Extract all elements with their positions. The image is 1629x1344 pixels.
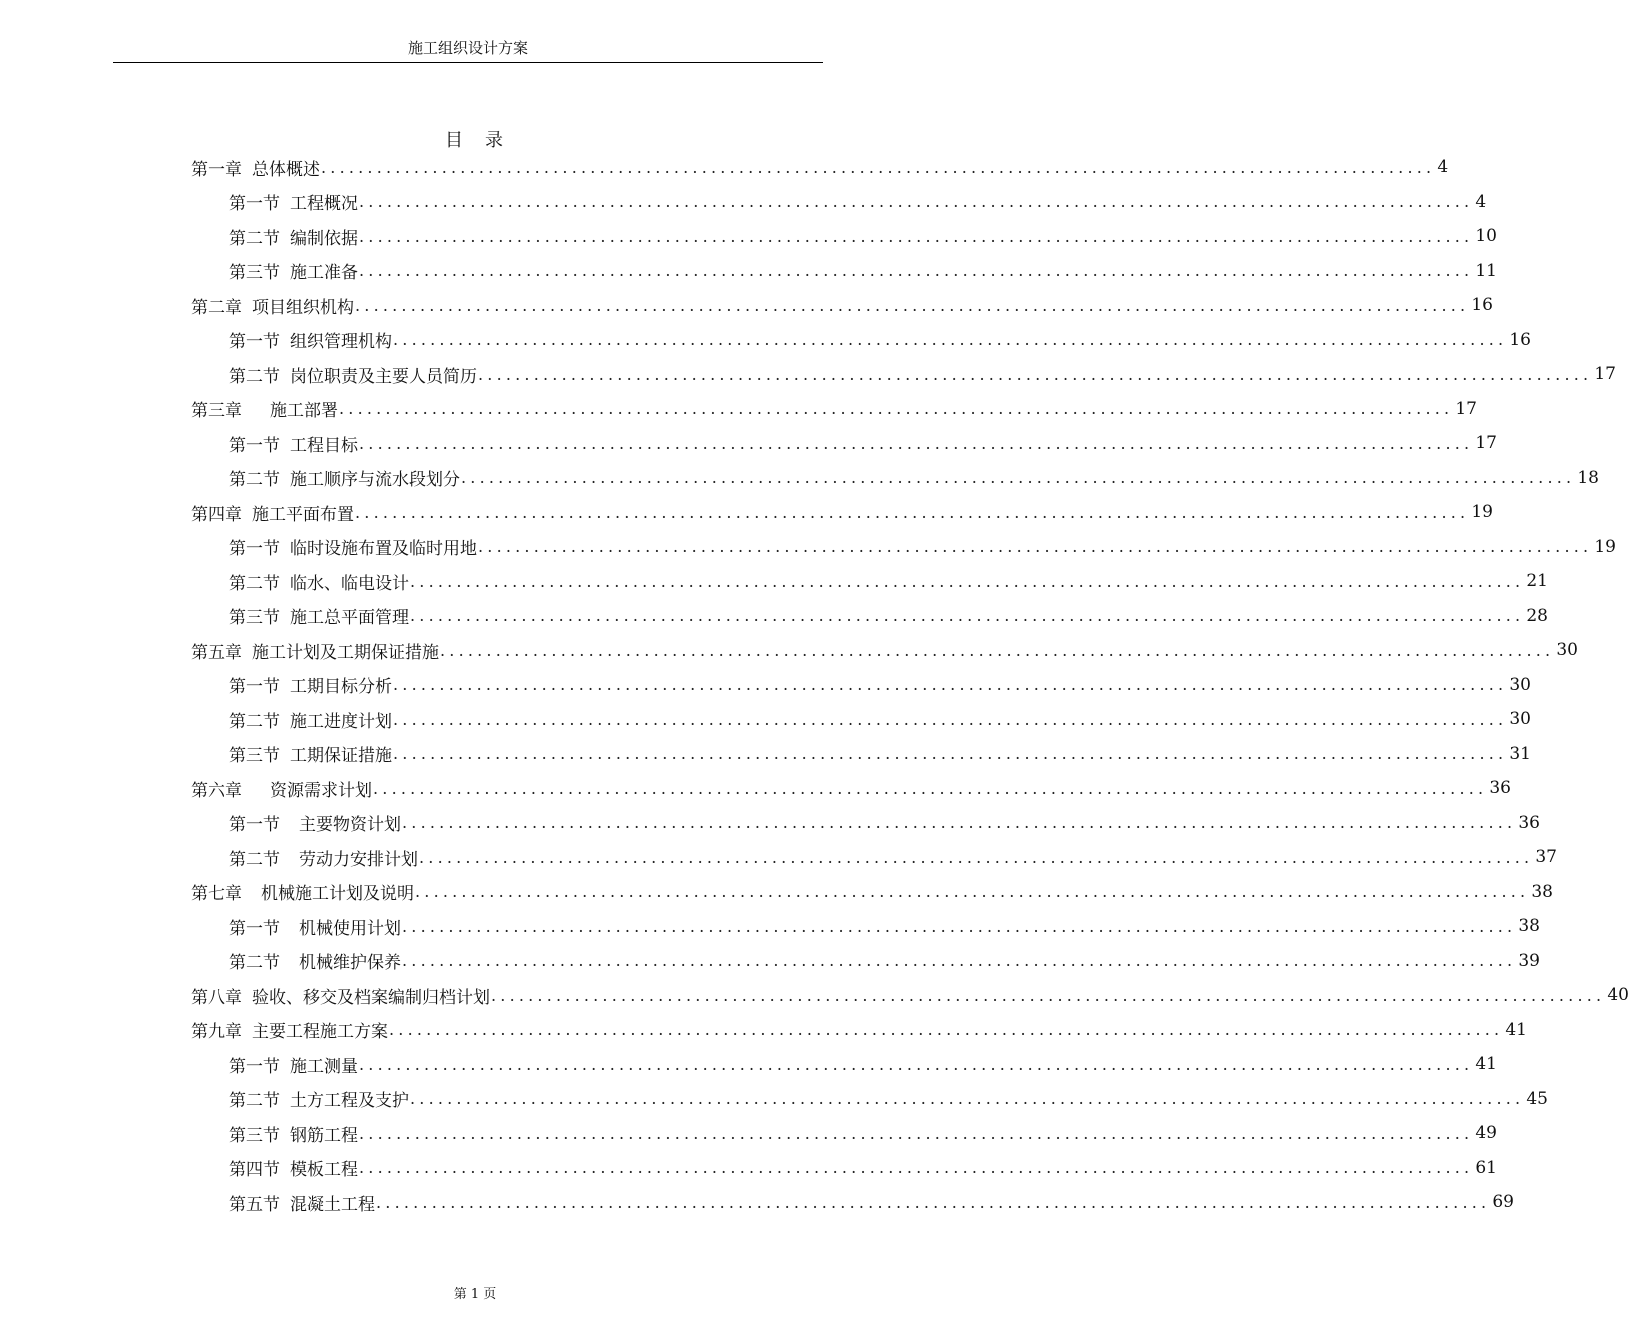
toc-entry-title: 岗位职责及主要人员简历: [290, 366, 477, 387]
toc-entry-page: 36: [1489, 778, 1511, 798]
toc-entry-label: 第一节: [229, 194, 280, 214]
toc-section-entry[interactable]: [229, 254, 1497, 288]
toc-entry-label: 第一节: [229, 539, 280, 559]
toc-leader-dots: ........................................................................................................................: [440, 640, 1555, 660]
toc-leader-dots: ........................................................................................................................: [393, 709, 1508, 729]
toc-leader-dots: ........................................................................................................................: [393, 675, 1508, 694]
toc-entry-title: 资源需求计划: [270, 780, 372, 801]
toc-entry-title: 机械维护保养: [299, 953, 401, 973]
toc-entry-title: 验收、移交及档案编制归档计划: [252, 987, 490, 1008]
toc-section-entry[interactable]: [229, 323, 1531, 357]
toc-entry-title: 临水、临电设计: [290, 573, 409, 594]
toc-chapter-entry[interactable]: [191, 633, 1578, 667]
toc-entry-page: 19: [1471, 502, 1493, 522]
toc-section-entry[interactable]: [229, 737, 1531, 771]
toc-leader-dots: ........................................................................................................................: [419, 847, 1534, 867]
toc-entry-label: 第三节: [229, 608, 280, 628]
toc-entry-title: 临时设施布置及临时用地: [290, 539, 477, 559]
toc-leader-dots: ........................................................................................................................: [359, 261, 1474, 280]
toc-entry-title: 机械使用计划: [299, 918, 401, 939]
toc-entry-label: 第一节: [229, 677, 280, 697]
toc-entry-label: 第六章: [191, 780, 242, 801]
toc-entry-label: 第五章: [191, 642, 242, 663]
toc-leader-dots: ........................................................................................................................: [491, 985, 1606, 1005]
toc-entry-label: 第一章: [191, 159, 242, 180]
toc-chapter-entry[interactable]: [191, 288, 1493, 322]
toc-entry-title: 项目组织机构: [252, 297, 354, 318]
toc-entry-title: 机械施工计划及说明: [261, 884, 414, 904]
toc-entry-title: 钢筋工程: [290, 1125, 358, 1146]
toc-section-entry[interactable]: [229, 219, 1497, 253]
toc-entry-title: 施工总平面管理: [290, 608, 409, 628]
toc-entry-page: 17: [1475, 433, 1497, 453]
toc-entry-title: 总体概述: [252, 159, 320, 180]
toc-entry-label: 第四章: [191, 504, 242, 525]
toc-entry-page: 17: [1455, 398, 1477, 419]
toc-leader-dots: ........................................................................................................................: [359, 226, 1474, 246]
toc-entry-title: 施工进度计划: [290, 711, 392, 732]
toc-leader-dots: ........................................................................................................................: [415, 882, 1530, 901]
toc-leader-dots: ........................................................................................................................: [359, 192, 1474, 211]
toc-entry-page: 4: [1475, 191, 1487, 212]
toc-chapter-entry[interactable]: [191, 150, 1449, 184]
toc-leader-dots: ........................................................................................................................: [402, 951, 1517, 970]
toc-leader-dots: ........................................................................................................................: [410, 1089, 1525, 1108]
toc-leader-dots: ........................................................................................................................: [402, 813, 1517, 832]
toc-entry-title: 工程目标: [290, 435, 358, 456]
toc-section-entry[interactable]: [229, 1185, 1514, 1219]
toc-entry-page: 17: [1594, 364, 1616, 384]
toc-leader-dots: ........................................................................................................................: [402, 916, 1517, 936]
toc-entry-label: 第二节: [229, 573, 280, 594]
toc-chapter-entry[interactable]: [191, 1013, 1527, 1047]
toc-leader-dots: ........................................................................................................................: [478, 537, 1593, 556]
toc-entry-label: 第一节: [229, 332, 280, 352]
toc-leader-dots: ........................................................................................................................: [355, 295, 1470, 315]
toc-section-entry[interactable]: [229, 1116, 1497, 1150]
toc-entry-label: 第二节: [229, 711, 280, 732]
toc-entry-page: 10: [1475, 226, 1497, 246]
toc-section-entry[interactable]: [229, 426, 1497, 460]
toc-leader-dots: ........................................................................................................................: [355, 502, 1470, 522]
toc-leader-dots: ........................................................................................................................: [359, 1123, 1474, 1143]
toc-chapter-entry[interactable]: [191, 978, 1629, 1012]
toc-leader-dots: ........................................................................................................................: [359, 1158, 1474, 1177]
toc-section-entry[interactable]: [229, 530, 1616, 564]
toc-entry-label: 第一节: [229, 918, 280, 939]
toc-entry-page: 30: [1509, 674, 1531, 695]
toc-entry-label: 第三章: [191, 401, 242, 421]
toc-section-entry[interactable]: [229, 944, 1540, 978]
toc-section-entry[interactable]: [229, 909, 1540, 943]
toc-leader-dots: ........................................................................................................................: [393, 330, 1508, 349]
toc-entry-title: 施工准备: [290, 263, 358, 283]
toc-leader-dots: ........................................................................................................................: [376, 1192, 1491, 1212]
toc-chapter-entry[interactable]: [191, 875, 1553, 909]
toc-leader-dots: ........................................................................................................................: [410, 571, 1525, 591]
toc-entry-label: 第二节: [229, 228, 280, 249]
toc-entry-title: 组织管理机构: [290, 332, 392, 352]
toc-entry-label: 第三节: [229, 746, 280, 766]
toc-entry-title: 编制依据: [290, 228, 358, 249]
toc-entry-page: 38: [1531, 881, 1553, 902]
toc-entry-page: 28: [1526, 605, 1548, 626]
toc-entry-title: 工程概况: [290, 194, 358, 214]
toc-chapter-entry[interactable]: [191, 495, 1493, 529]
toc-leader-dots: ........................................................................................................................: [389, 1020, 1504, 1039]
toc-chapter-entry[interactable]: [191, 392, 1477, 426]
toc-section-entry[interactable]: [229, 1082, 1548, 1116]
toc-entry-page: 39: [1518, 950, 1540, 971]
toc-leader-dots: ........................................................................................................................: [359, 433, 1474, 453]
toc-section-entry[interactable]: [229, 806, 1540, 840]
toc-leader-dots: ........................................................................................................................: [359, 1054, 1474, 1074]
toc-entry-label: 第七章: [191, 884, 242, 904]
toc-entry-label: 第一节: [229, 1056, 280, 1077]
toc-entry-label: 第二节: [229, 470, 280, 490]
toc-entry-page: 30: [1509, 709, 1531, 729]
toc-entry-title: 土方工程及支护: [290, 1091, 409, 1111]
toc-section-entry[interactable]: [229, 185, 1487, 219]
toc-leader-dots: ........................................................................................................................: [393, 744, 1508, 763]
toc-entry-label: 第八章: [191, 987, 242, 1008]
toc-entry-label: 第一节: [229, 815, 280, 835]
toc-leader-dots: ........................................................................................................................: [373, 778, 1488, 798]
toc-section-entry[interactable]: [229, 1047, 1497, 1081]
toc-entry-page: 4: [1437, 157, 1449, 177]
toc-section-entry[interactable]: [229, 668, 1531, 702]
toc-entry-label: 第二节: [229, 366, 280, 387]
toc-entry-label: 第二节: [229, 1091, 280, 1111]
toc-entry-page: 61: [1475, 1157, 1497, 1178]
page-header: 施工组织设计方案: [407, 39, 528, 57]
toc-leader-dots: ........................................................................................................................: [478, 364, 1593, 384]
toc-entry-title: 主要物资计划: [299, 815, 401, 835]
toc-chapter-entry[interactable]: [191, 771, 1511, 805]
toc-entry-page: 16: [1509, 329, 1531, 350]
toc-leader-dots: ........................................................................................................................: [321, 157, 1436, 177]
toc-entry-page: 38: [1518, 916, 1540, 936]
toc-entry-title: 施工平面布置: [252, 504, 354, 525]
toc-entry-label: 第九章: [191, 1022, 242, 1042]
toc-entry-page: 19: [1594, 536, 1616, 557]
toc-entry-label: 第二节: [229, 849, 280, 870]
toc-entry-page: 36: [1518, 812, 1540, 833]
toc-entry-label: 第三节: [229, 263, 280, 283]
toc-entry-page: 69: [1492, 1192, 1514, 1212]
toc-entry-title: 工期目标分析: [290, 677, 392, 697]
toc-entry-page: 40: [1607, 985, 1629, 1005]
toc-entry-page: 37: [1535, 847, 1557, 867]
toc-entry-title: 施工顺序与流水段划分: [290, 470, 460, 490]
toc-entry-title: 主要工程施工方案: [252, 1022, 388, 1042]
toc-entry-page: 45: [1526, 1088, 1548, 1109]
toc-entry-label: 第三节: [229, 1125, 280, 1146]
toc-entry-title: 模板工程: [290, 1160, 358, 1180]
toc-entry-page: 11: [1475, 260, 1497, 281]
toc-section-entry[interactable]: [229, 840, 1557, 874]
toc-entry-page: 18: [1577, 467, 1599, 488]
toc-entry-page: 30: [1556, 640, 1578, 660]
header-divider: [113, 62, 823, 63]
toc-title: 目 录: [445, 130, 505, 151]
toc-section-entry[interactable]: [229, 564, 1548, 598]
toc-entry-page: 41: [1475, 1054, 1497, 1074]
toc-entry-title: 混凝土工程: [290, 1194, 375, 1215]
toc-entry-label: 第五节: [229, 1194, 280, 1215]
toc-entry-title: 施工部署: [270, 401, 338, 421]
toc-entry-title: 施工计划及工期保证措施: [252, 642, 439, 663]
toc-entry-title: 施工测量: [290, 1056, 358, 1077]
toc-section-entry[interactable]: [229, 1151, 1497, 1185]
toc-entry-page: 41: [1505, 1019, 1527, 1040]
toc-entry-label: 第二章: [191, 297, 242, 318]
toc-section-entry[interactable]: [229, 461, 1599, 495]
toc-entry-page: 49: [1475, 1123, 1497, 1143]
toc-entry-label: 第四节: [229, 1160, 280, 1180]
toc-entry-title: 工期保证措施: [290, 746, 392, 766]
toc-leader-dots: ........................................................................................................................: [461, 468, 1576, 487]
toc-entry-page: 21: [1526, 571, 1548, 591]
page-number: 第 1 页: [453, 1287, 497, 1302]
toc-entry-label: 第二节: [229, 953, 280, 973]
toc-section-entry[interactable]: [229, 599, 1548, 633]
toc-leader-dots: ........................................................................................................................: [410, 606, 1525, 625]
toc-entry-page: 16: [1471, 295, 1493, 315]
toc-leader-dots: ........................................................................................................................: [339, 399, 1454, 418]
toc-entry-page: 31: [1509, 743, 1531, 764]
toc-section-entry[interactable]: [229, 702, 1531, 736]
toc-section-entry[interactable]: [229, 357, 1616, 391]
toc-entry-title: 劳动力安排计划: [299, 849, 418, 870]
toc-entry-label: 第一节: [229, 435, 280, 456]
